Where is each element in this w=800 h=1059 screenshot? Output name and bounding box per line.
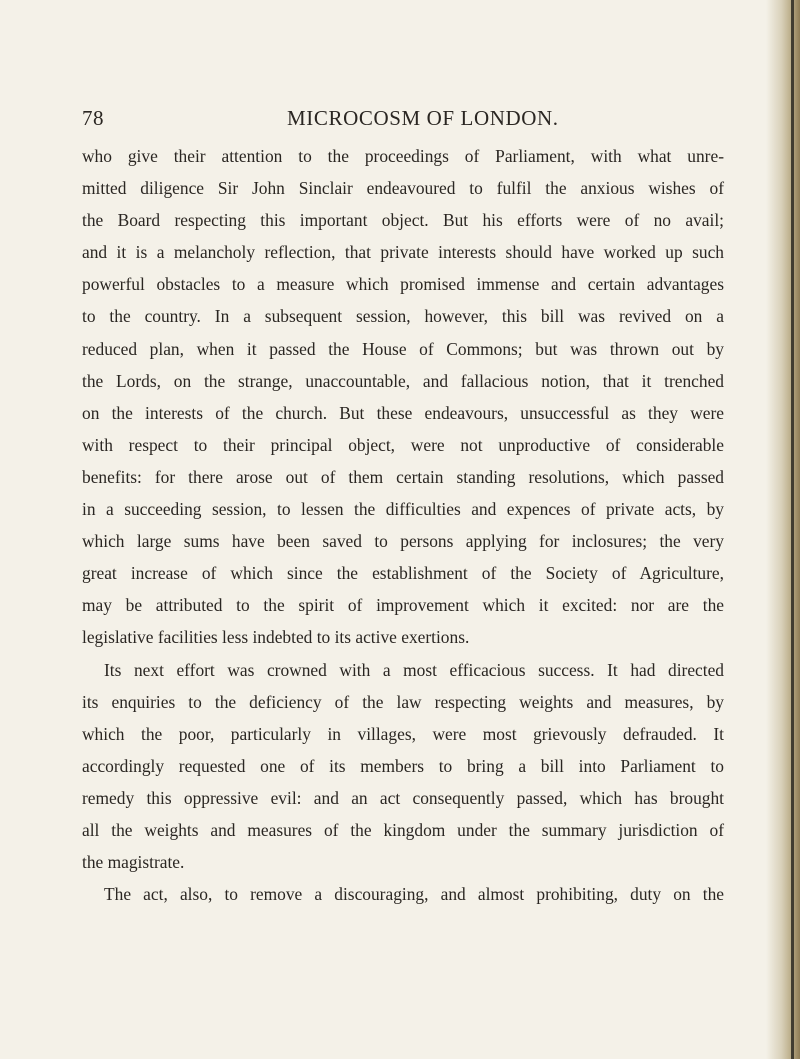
- text-line: accordingly requested one of its members to bring a bill into Parliament to: [82, 755, 724, 776]
- text-line: benefits: for there arose out of them certain standing resolutions, which passed: [82, 466, 724, 487]
- text-line: who give their attention to the proceedings of Parliament, with what unre-: [82, 146, 724, 166]
- text-line: the Board respecting this important object. But his efforts were of no avail;: [82, 210, 724, 231]
- body-text: [82, 140, 724, 910]
- text-line: and it is a melancholy reflection, that private interests should have worked up such: [82, 242, 724, 263]
- text-line: the magistrate.: [82, 852, 185, 873]
- running-head: MICROCOSM OF LONDON.: [287, 106, 559, 130]
- text-line: on the interests of the church. But these endeavours, unsuccessful as they were: [82, 402, 724, 423]
- page-header: [82, 106, 722, 138]
- text-line: legislative facilities less indebted to its active exertions.: [82, 627, 470, 648]
- text-line: to the country. In a subsequent session, however, this bill was revived on a: [82, 306, 724, 327]
- text-line: Its next effort was crowned with a most efficacious success. It had directed: [104, 659, 724, 680]
- text-line: mitted diligence Sir John Sinclair endeavoured to fulfil the anxious wishes of: [82, 178, 724, 199]
- text-line: with respect to their principal object, were not unproductive of considerable: [82, 434, 724, 455]
- text-line: may be attributed to the spirit of improvement which it excited: nor are the: [82, 595, 724, 616]
- text-line: which large sums have been saved to persons applying for inclosures; the very: [82, 531, 724, 552]
- page-edge-shadow: [766, 0, 800, 1059]
- text-line: reduced plan, when it passed the House of Commons; but was thrown out by: [82, 338, 724, 359]
- text-line: the Lords, on the strange, unaccountable, and fallacious notion, that it trenched: [82, 370, 724, 391]
- text-line: The act, also, to remove a discouraging, and almost prohibiting, duty on the: [104, 884, 724, 905]
- text-line: powerful obstacles to a measure which promised immense and certain advantages: [82, 274, 724, 295]
- text-line: all the weights and measures of the kingdom under the summary jurisdiction of: [82, 819, 724, 840]
- text-line: in a succeeding session, to lessen the difficulties and expences of private acts, by: [82, 499, 724, 520]
- page-edge-line: [791, 0, 794, 1059]
- text-line: remedy this oppressive evil: and an act consequently passed, which has brought: [82, 787, 724, 808]
- text-line: great increase of which since the establishment of the Society of Agriculture,: [82, 563, 724, 584]
- page-number: 78: [82, 106, 104, 130]
- text-line: which the poor, particularly in villages, were most grievously defrauded. It: [82, 723, 724, 744]
- text-line: its enquiries to the deficiency of the law respecting weights and measures, by: [82, 691, 724, 712]
